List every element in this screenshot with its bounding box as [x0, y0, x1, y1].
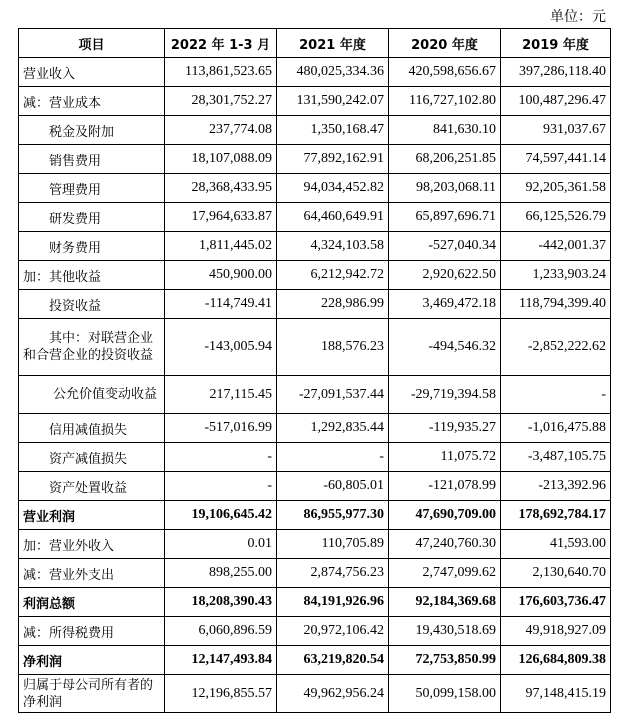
cell-value: 19,430,518.69 [389, 617, 501, 646]
table-row [19, 501, 611, 530]
cell-value: -60,805.01 [277, 472, 389, 501]
cell-value: 6,212,942.72 [277, 261, 389, 290]
cell-value: -114,749.41 [165, 290, 277, 319]
row-label: 营业利润 [19, 501, 165, 530]
cell-value: 65,897,696.71 [389, 203, 501, 232]
cell-value: 97,148,415.19 [501, 675, 611, 713]
table-row [19, 675, 611, 713]
cell-value: 11,075.72 [389, 443, 501, 472]
cell-value: 113,861,523.65 [165, 58, 277, 87]
cell-value: 98,203,068.11 [389, 174, 501, 203]
cell-value: 2,920,622.50 [389, 261, 501, 290]
cell-value: 841,630.10 [389, 116, 501, 145]
cell-value: -442,001.37 [501, 232, 611, 261]
cell-value: 898,255.00 [165, 559, 277, 588]
cell-value: 188,576.23 [277, 319, 389, 376]
cell-value: 18,107,088.09 [165, 145, 277, 174]
table-row [19, 290, 611, 319]
row-label: 减：所得税费用 [19, 617, 165, 646]
table-row [19, 530, 611, 559]
cell-value: 126,684,809.38 [501, 646, 611, 675]
row-label: 税金及附加 [19, 116, 165, 145]
cell-value: 12,147,493.84 [165, 646, 277, 675]
cell-value: 2,747,099.62 [389, 559, 501, 588]
cell-value: 3,469,472.18 [389, 290, 501, 319]
table-row [19, 58, 611, 87]
cell-value: 4,324,103.58 [277, 232, 389, 261]
table-row [19, 559, 611, 588]
header-item: 项目 [19, 29, 165, 58]
row-label: 研发费用 [19, 203, 165, 232]
cell-value: 18,208,390.43 [165, 588, 277, 617]
cell-value: 77,892,162.91 [277, 145, 389, 174]
cell-value: 6,060,896.59 [165, 617, 277, 646]
cell-value: 2,874,756.23 [277, 559, 389, 588]
cell-value: 20,972,106.42 [277, 617, 389, 646]
cell-value: 116,727,102.80 [389, 87, 501, 116]
row-label: 加：其他收益 [19, 261, 165, 290]
cell-value: 397,286,118.40 [501, 58, 611, 87]
cell-value: 1,233,903.24 [501, 261, 611, 290]
cell-value: 931,037.67 [501, 116, 611, 145]
cell-value: 17,964,633.87 [165, 203, 277, 232]
table-row [19, 261, 611, 290]
table-row [19, 116, 611, 145]
income-statement-table [18, 28, 611, 713]
cell-value: 72,753,850.99 [389, 646, 501, 675]
cell-value: 118,794,399.40 [501, 290, 611, 319]
cell-value: 63,219,820.54 [277, 646, 389, 675]
cell-value: 92,184,369.68 [389, 588, 501, 617]
table-row [19, 443, 611, 472]
header-2022q1: 2022 年 1-3 月 [165, 29, 277, 58]
cell-value: 28,368,433.95 [165, 174, 277, 203]
cell-value: 450,900.00 [165, 261, 277, 290]
row-label: 信用减值损失 [19, 414, 165, 443]
cell-value: 110,705.89 [277, 530, 389, 559]
row-label: 营业收入 [19, 58, 165, 87]
cell-value: -27,091,537.44 [277, 376, 389, 414]
cell-value: -121,078.99 [389, 472, 501, 501]
header-2020: 2020 年度 [389, 29, 501, 58]
header-2019: 2019 年度 [501, 29, 611, 58]
cell-value: 420,598,656.67 [389, 58, 501, 87]
cell-value: 64,460,649.91 [277, 203, 389, 232]
row-label: 净利润 [19, 646, 165, 675]
cell-value: 2,130,640.70 [501, 559, 611, 588]
cell-value: 1,811,445.02 [165, 232, 277, 261]
table-row [19, 646, 611, 675]
row-label: 减：营业成本 [19, 87, 165, 116]
cell-value: 178,692,784.17 [501, 501, 611, 530]
row-label: 减：营业外支出 [19, 559, 165, 588]
cell-value: -494,546.32 [389, 319, 501, 376]
cell-value: 74,597,441.14 [501, 145, 611, 174]
cell-value: - [277, 443, 389, 472]
cell-value: 12,196,855.57 [165, 675, 277, 713]
cell-value: 217,115.45 [165, 376, 277, 414]
table-row [19, 203, 611, 232]
table-row [19, 232, 611, 261]
row-label: 投资收益 [19, 290, 165, 319]
cell-value: - [501, 376, 611, 414]
cell-value: 28,301,752.27 [165, 87, 277, 116]
table-row [19, 145, 611, 174]
cell-value: 1,350,168.47 [277, 116, 389, 145]
cell-value: -213,392.96 [501, 472, 611, 501]
table-row [19, 174, 611, 203]
row-label: 管理费用 [19, 174, 165, 203]
cell-value: 131,590,242.07 [277, 87, 389, 116]
row-label: 归属于母公司所有者的净利润 [19, 675, 165, 713]
cell-value: -517,016.99 [165, 414, 277, 443]
row-label: 销售费用 [19, 145, 165, 174]
cell-value: -29,719,394.58 [389, 376, 501, 414]
cell-value: 68,206,251.85 [389, 145, 501, 174]
cell-value: 480,025,334.36 [277, 58, 389, 87]
cell-value: 66,125,526.79 [501, 203, 611, 232]
row-label: 资产减值损失 [19, 443, 165, 472]
table-row [19, 87, 611, 116]
cell-value: 92,205,361.58 [501, 174, 611, 203]
cell-value: - [165, 443, 277, 472]
unit-label: 单位：元 [550, 9, 606, 25]
cell-value: 47,690,709.00 [389, 501, 501, 530]
table-row [19, 376, 611, 414]
cell-value: 50,099,158.00 [389, 675, 501, 713]
cell-value: 1,292,835.44 [277, 414, 389, 443]
cell-value: 94,034,452.82 [277, 174, 389, 203]
cell-value: 228,986.99 [277, 290, 389, 319]
cell-value: -143,005.94 [165, 319, 277, 376]
cell-value: -1,016,475.88 [501, 414, 611, 443]
row-label: 利润总额 [19, 588, 165, 617]
cell-value: -3,487,105.75 [501, 443, 611, 472]
cell-value: 100,487,296.47 [501, 87, 611, 116]
header-2021: 2021 年度 [277, 29, 389, 58]
cell-value: 47,240,760.30 [389, 530, 501, 559]
cell-value: 41,593.00 [501, 530, 611, 559]
row-label: 加：营业外收入 [19, 530, 165, 559]
row-label: 公允价值变动收益 [19, 376, 165, 414]
table-row [19, 588, 611, 617]
cell-value: 237,774.08 [165, 116, 277, 145]
cell-value: -119,935.27 [389, 414, 501, 443]
table-row [19, 319, 611, 376]
cell-value: 0.01 [165, 530, 277, 559]
cell-value: -2,852,222.62 [501, 319, 611, 376]
table-row [19, 617, 611, 646]
row-label: 资产处置收益 [19, 472, 165, 501]
cell-value: 86,955,977.30 [277, 501, 389, 530]
cell-value: - [165, 472, 277, 501]
table-row [19, 472, 611, 501]
cell-value: 176,603,736.47 [501, 588, 611, 617]
cell-value: 49,918,927.09 [501, 617, 611, 646]
cell-value: 19,106,645.42 [165, 501, 277, 530]
cell-value: 84,191,926.96 [277, 588, 389, 617]
header-row [19, 29, 611, 58]
table-row [19, 414, 611, 443]
cell-value: -527,040.34 [389, 232, 501, 261]
cell-value: 49,962,956.24 [277, 675, 389, 713]
row-label: 财务费用 [19, 232, 165, 261]
row-label: 其中：对联营企业和合营企业的投资收益 [19, 319, 165, 376]
